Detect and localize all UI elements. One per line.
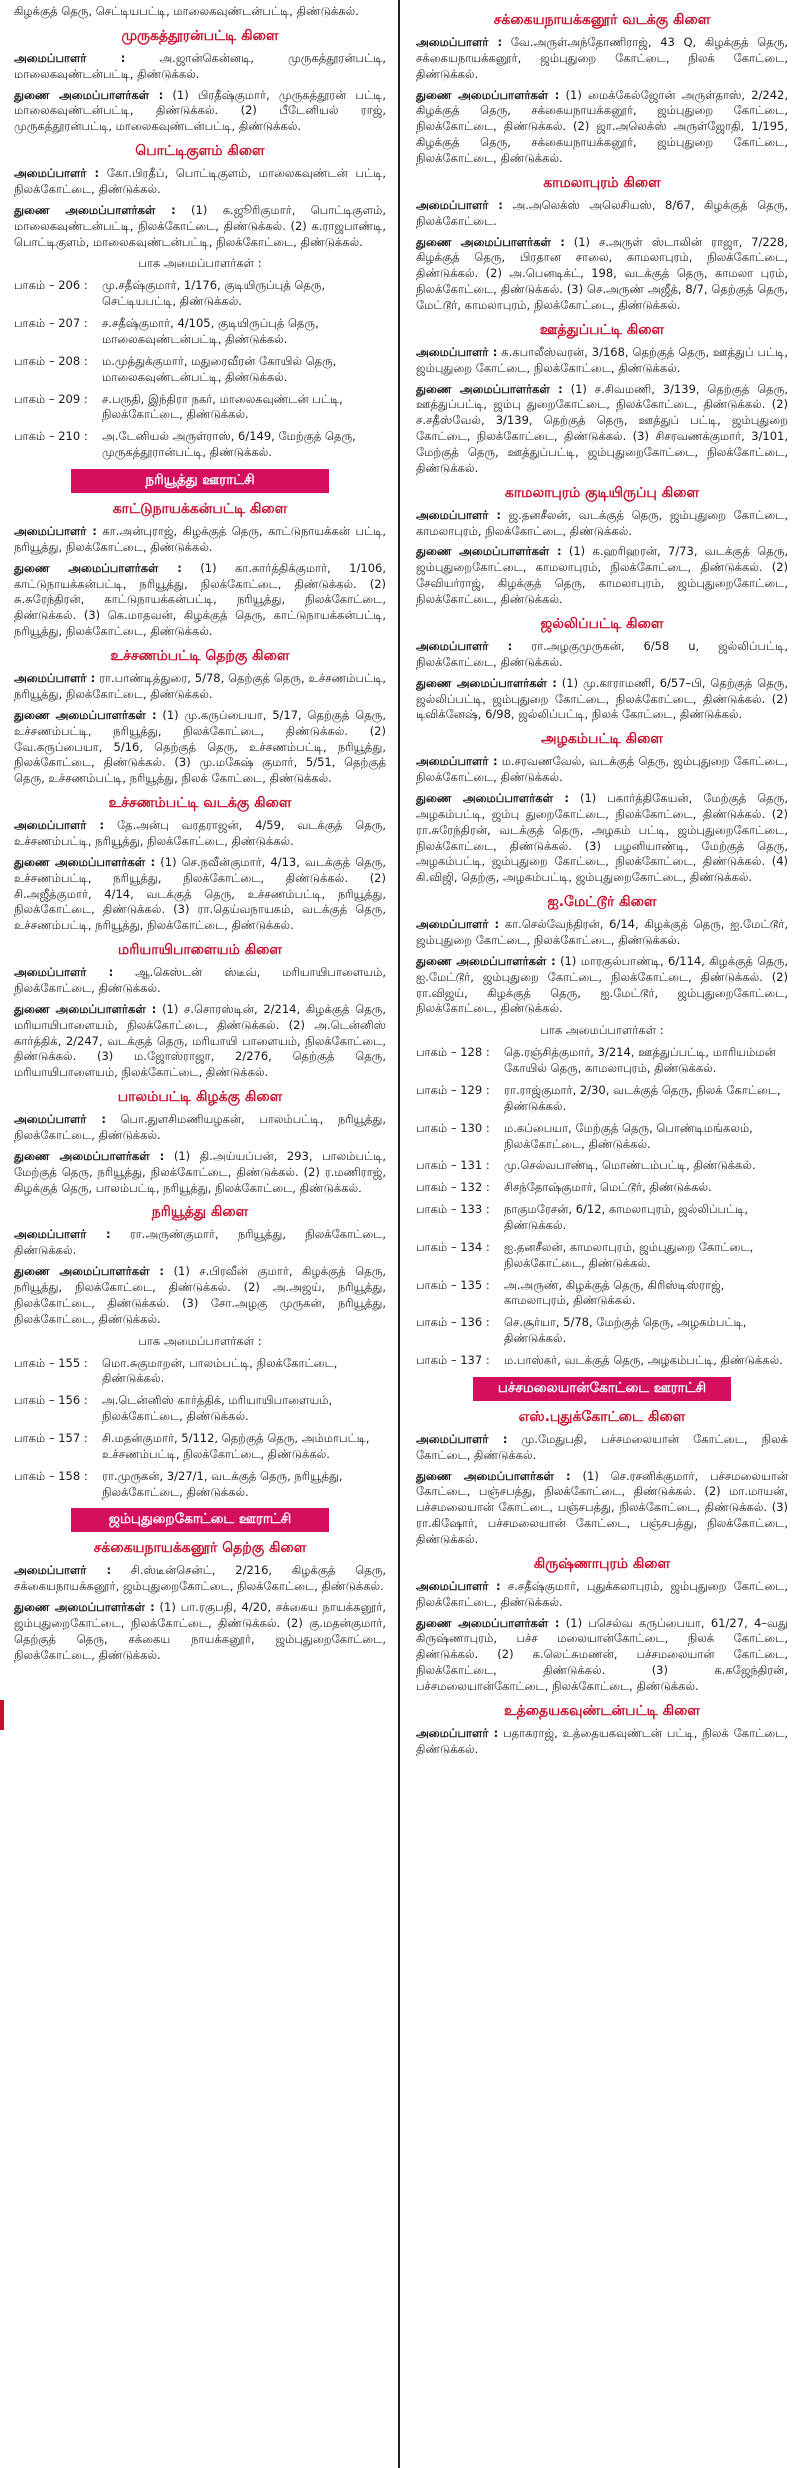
organizer-entry (416, 1579, 788, 1611)
booth-organizer-text: அ.அருண், கிழக்குத் தெரு, கிரிஸ்டிஸ்ராஜ், காமலாபுரம், திண்டுக்கல். (504, 1277, 725, 1308)
branch-heading: பாலம்பட்டி கிழக்கு கிளை (117, 1089, 283, 1106)
booth-organizer-text: ரா.முருகன், 3/27/1, வடக்குத் தெரு, நரியூத்து, நிலக்கோட்டை, திண்டுக்கல். (102, 1468, 343, 1499)
role-label: துணை அமைப்பாளர்கள் : (416, 234, 565, 249)
right-column (400, 0, 800, 2468)
role-label: துணை அமைப்பாளர்கள் : (14, 87, 164, 102)
booth-organizer-text: சிசந்தோஷ்குமார், மெட்டூர், திண்டுக்கல். (504, 1180, 712, 1195)
booth-organizer-text: ம.முத்துக்குமார், மதுரைவீரன் கோயில் தெரு, மாலைகவுண்டன்பட்டி, திண்டுக்கல். (102, 353, 337, 384)
booth-entry (416, 1083, 788, 1115)
role-label: அமைப்பாளர் : (14, 965, 114, 980)
entry-text: (1) க.ஜூரிகுமார், பொட்டிகுளம், மாலைகவுண்டன்பட்டி, நிலக்கோட்டை, திண்டுக்கல். (2) க.ராஜபாண்டி, பொட்டிகுளம், மாலைகவுண்டன்பட்டி, நிலக்கோட்டை, திண்டுக்கல். (14, 202, 386, 249)
page-edge-mark (0, 1700, 4, 1730)
booth-entry (416, 1045, 788, 1077)
entry-text: ஆ.கெஸ்டன் ஸ்டீவ், மரியாயிபாளையம், நிலக்கோட்டை, திண்டுக்கல். (14, 965, 386, 995)
entry-text: (1) ச.சொரஸ்டின், 2/214, கிழக்குத் தெரு, மரியாயிபாளையம், நிலக்கோட்டை, திண்டுக்கல். (2) அ.டென்னிஸ் கார்த்திக், 2/247, வடக்குத் தெரு, மரியாயி பாளையம், நிலக்கோட்டை, திண்டுக்கல். (3) ம.ஜோஸ்ராஜா, 2/276, தெற்குத் தெரு, மரியாயிபாளையம், நிலக்கோட்டை, திண்டுக்கல். (14, 1001, 386, 1080)
entry-text: (1) கா.கார்த்திக்குமார், 1/106, காட்டுநாயக்கன்பட்டி, நரியூத்து, நிலக்கோட்டை, திண்டுக்கல். (2) சு.சுரேந்திரன், காட்டுநாயக்கன்பட்டி, நரியூத்து, நிலக்கோட்டை, திண்டுக்கல். (3) கெ.மாதவன், கிழக்குத் தெரு, காட்டுநாயக்கன்பட்டி, நரியூத்து, நிலக்கோட்டை, திண்டுக்கல். (14, 560, 386, 639)
role-label: அமைப்பாளர் : (14, 671, 96, 686)
booth-number: பாகம் – 209 : (14, 391, 88, 406)
role-label: அமைப்பாளர் : (416, 917, 500, 932)
entry-text: (1) தி.அய்யப்பன், 293, பாலம்பட்டி, மேற்குத் தெரு, நரியூத்து, நிலக்கோட்டை, திண்டுக்கல். (2) ர.மணிராஜ், கிழக்குத் தெரு, பாலம்பட்டி, நரியூத்து, நிலக்கோட்டை, திண்டுக்கல். (14, 1148, 387, 1195)
branch-heading: உச்சணம்பட்டி தெற்கு கிளை (110, 648, 290, 665)
branch-heading: காமலாபுரம் குடியிருப்பு கிளை (504, 484, 700, 501)
organizer-entry (416, 754, 788, 786)
entry-text: அ.அலெக்ஸ் அலெசியஸ், 8/67, கிழக்குத் தெரு, நிலக்கோட்டை. (416, 197, 789, 228)
panchayat-banner: ஜம்புதுறைகோட்டை ஊராட்சி (71, 1508, 329, 1532)
role-label: அமைப்பாளர் : (416, 507, 501, 522)
branch-heading: ஜல்லிப்பட்டி கிளை (540, 615, 664, 632)
booth-entry (14, 429, 386, 461)
booth-organizer-text: தெ.ரஞ்சித்குமார், 3/214, ஊத்துப்பட்டி, மாரியம்மன் கோயில் தெரு, காமலாபுரம், திண்டுக்கல். (504, 1045, 776, 1076)
booth-number: பாகம் – 130 : (416, 1120, 490, 1135)
branch-heading: கிருஷ்ணாபுரம் கிளை (533, 1555, 671, 1572)
organizer-entry (14, 671, 386, 703)
branch-heading: எஸ்.புதுக்கோட்டை கிளை (518, 1408, 686, 1425)
organizer-entry (416, 1726, 788, 1758)
entry-text: (1) செ.ரசனிக்குமார், பச்சமலையான் கோட்டை, பஞ்சபத்து, நிலக்கோட்டை, திண்டுக்கல். (2) மா.மாயன், பச்சமலையான் கோட்டை, பஞ்சபத்து, நிலக்கோட்டை, திண்டுக்கல். (3) ரா.கிஷோர், பச்சமலையான் கோட்டை, பஞ்சபத்து, நிலக்கோட்டை, திண்டுக்கல். (416, 1468, 788, 1547)
booth-organizer-text: ம.கப்பையா, மேற்குத் தெரு, பொண்டிமங்கலம், நிலக்கோட்டை, திண்டுக்கல். (504, 1120, 753, 1151)
role-label: துணை அமைப்பாளர்கள் : (416, 675, 557, 690)
role-label: துணை அமைப்பாளர்கள் : (14, 560, 182, 575)
organizer-entry (14, 1112, 386, 1144)
branch-heading: உத்தையகவுண்டன்பட்டி கிளை (503, 1702, 700, 1719)
booth-entry (14, 392, 386, 424)
branch-heading: சக்கையநாயக்கனூர் வடக்கு கிளை (493, 12, 711, 28)
entry-text: ரா.பாண்டித்துரை, 5/78, தெற்குத் தெரு, உச்சணம்பட்டி, நரியூத்து, நிலக்கோட்டை, திண்டுக்கல். (14, 671, 387, 701)
booth-number: பாகம் – 128 : (416, 1045, 490, 1060)
entry-text: (1) ச.அருள் ஸ்டாலின் ராஜா, 7/228, கிழக்குத் தெரு, பிரதான சாலை, காமலாபுரம், நிலக்கோட்டை, திண்டுக்கல். (2) அ.பெனடிக்ட், 198, வடக்குத் தெரு, காமலா புரம், நிலக்கோட்டை, திண்டுக்கல். (3) செ.அருண் அஜீத், 8/7, தெற்குத் தெரு, மேட்டூர், காமலாபுரம், நிலக்கோட்டை, திண்டுக்கல். (416, 234, 788, 313)
role-label: துணை அமைப்பாளர்கள் : (14, 707, 157, 722)
organizer-entry (416, 676, 788, 724)
booth-number: பாகம் – 155 : (14, 1355, 88, 1370)
booth-number: பாகம் – 156 : (14, 1393, 88, 1408)
section-subheading: பாக அமைப்பாளர்கள் : (138, 1333, 262, 1348)
booth-organizer-text: அ.டென்னிஸ் கார்த்திக், மரியாயிபாளையம், நிலக்கோட்டை, திண்டுக்கல். (102, 1393, 333, 1424)
booth-entry (416, 1121, 788, 1153)
role-label: அமைப்பாளர் : (416, 197, 503, 212)
section-subheading: பாக அமைப்பாளர்கள் : (138, 256, 262, 271)
branch-heading: காமலாபுரம் கிளை (543, 174, 661, 191)
booth-number: பாகம் – 158 : (14, 1468, 88, 1483)
organizer-entry (14, 1149, 386, 1197)
entry-text: மு.மேதுபதி, பச்சமலையான் கோட்டை, நிலக் கோட்டை, திண்டுக்கல். (416, 1431, 788, 1462)
entry-text: க.கபாலீஸ்வரன், 3/168, தெற்குத் தெரு, ஊத்துப் பட்டி, ஜம்புதுறை கோட்டை, நிலக்கோட்டை, திண்டுக்கல். (416, 344, 789, 375)
entry-text: ஜ.தனசீலன், வடக்குத் தெரு, ஜம்புதுறை கோட்டை, காமலாபுரம், நிலக்கோட்டை, திண்டுக்கல். (416, 507, 788, 538)
organizer-entry (416, 791, 788, 886)
organizer-entry (416, 544, 788, 607)
booth-number: பாகம் – 136 : (416, 1315, 490, 1330)
booth-entry (416, 1158, 788, 1174)
entry-text: அ.ஜான்கென்னடி, முருகத்தூரன்பட்டி, மாலைகவுண்டன்பட்டி, திண்டுக்கல். (14, 50, 387, 81)
booth-number: பாகம் – 132 : (416, 1180, 490, 1195)
role-label: அமைப்பாளர் : (416, 344, 498, 359)
entry-text: பதாகராஜ், உத்தையகவுண்டன் பட்டி, நிலக் கோட்டை, திண்டுக்கல். (416, 1725, 788, 1756)
organizer-entry (14, 166, 386, 198)
booth-organizer-text: செ.சூர்யா, 5/78, மேற்குத் தெரு, அழகம்பட்டி, திண்டுக்கல். (504, 1315, 747, 1346)
entry-text: (1) மைக்கேல்ஜோன் அருள்தாஸ், 2/242, கிழக்குத் தெரு, சக்கையநாயக்கனூர், ஜம்புதுறை கோட்டை, நிலக்கோட்டை, திண்டுக்கல். (2) ஜா.அலெக்ஸ் அருள்ஜோதி, 1/195, கிழக்குத் தெரு, சக்கையநாயக்கனூர், ஜம்புதுறை கோட்டை, நிலக்கோட்டை, திண்டுக்கல். (416, 87, 788, 166)
entry-text: (1) பா.ரகுபதி, 4/20, சக்கைய நாயக்கனூர், ஜம்புதுறைகோட்டை, நிலக்கோட்டை, திண்டுக்கல். (2) கு.மதன்குமார், தெற்குத் தெரு, சக்கைய நாயக்கனூர், ஜம்புதுறைகோட்டை, நிலக்கோட்டை, திண்டுக்கல். (14, 1600, 387, 1662)
booth-entry (14, 316, 386, 348)
entry-text: தே.அன்பு வரதராஜன், 4/59, வடக்குத் தெரு, உச்சணம்பட்டி, நரியூத்து, நிலக்கோட்டை, திண்டுக்கல். (14, 818, 387, 848)
entry-text: வே.அருள்அந்தோணிராஜ், 43 Q, கிழக்குத் தெரு, சக்கையநாயக்கனூர், ஜம்புதுறை கோட்டை, நிலக் கோட்டை, திண்டுக்கல். (416, 35, 789, 81)
booth-organizer-text: நாகுமரேசன், 6/12, காமலாபுரம், ஜல்லிப்பட்டி, திண்டுக்கல். (504, 1202, 749, 1232)
booth-entry (416, 1180, 788, 1196)
panchayat-banner: பச்சமலையான்கோட்டை ஊராட்சி (473, 1377, 731, 1401)
organizer-entry (14, 965, 386, 997)
branch-heading: காட்டுநாயக்கன்பட்டி கிளை (112, 501, 288, 518)
branch-heading: நரியூத்து கிளை (151, 1204, 249, 1221)
organizer-entry (416, 508, 788, 540)
booth-organizer-text: ம.பாஸ்கர், வடக்குத் தெரு, அழகம்பட்டி, திண்டுக்கல். (504, 1353, 783, 1367)
booth-number: பாகம் – 210 : (14, 429, 88, 444)
role-label: துணை அமைப்பாளர்கள் : (14, 1001, 157, 1016)
role-label: துணை அமைப்பாளர்கள் : (416, 544, 562, 559)
booth-entry (416, 1240, 788, 1272)
role-label: அமைப்பாளர் : (416, 1725, 499, 1740)
role-label: அமைப்பாளர் : (14, 166, 100, 181)
organizer-entry (416, 35, 788, 83)
organizer-entry (416, 198, 788, 230)
booth-number: பாகம் – 131 : (416, 1158, 490, 1173)
booth-entry (416, 1315, 788, 1347)
booth-entry (14, 354, 386, 386)
booth-number: பாகம் – 129 : (416, 1082, 490, 1097)
organizer-entry (14, 4, 386, 20)
booth-entry (14, 1356, 386, 1388)
role-label: துணை அமைப்பாளர்கள் : (416, 953, 556, 968)
booth-number: பாகம் – 135 : (416, 1277, 490, 1292)
role-label: அமைப்பாளர் : (416, 754, 498, 769)
role-label: துணை அமைப்பாளர்கள் : (416, 790, 569, 805)
organizer-entry (14, 1227, 386, 1259)
organizer-entry (416, 88, 788, 167)
organizer-entry (14, 818, 386, 850)
booth-number: பாகம் – 134 : (416, 1239, 490, 1254)
role-label: துணை அமைப்பாளர்கள் : (416, 1468, 571, 1483)
entry-text: கிழக்குத் தெரு, செட்டியபட்டி, மாலைகவுண்டன்பட்டி, திண்டுக்கல். (14, 4, 359, 18)
entry-text: (1) ச.பிரவீன் குமார், கிழக்குத் தெரு, நரியூத்து, நிலக்கோட்டை, திண்டுக்கல். (2) அ.அஜய், நரியூத்து, நிலக்கோட்டை, திண்டுக்கல். (3) சோ.அழகு முருகன், நரியூத்து, நிலக்கோட்டை, திண்டுக்கல். (14, 1264, 387, 1326)
booth-organizer-text: மொ.சுகுமாறன், பாலம்பட்டி, நிலக்கோட்டை, திண்டுக்கல். (102, 1355, 338, 1386)
entry-text: கோ.பிரதீப், பொட்டிகுளம், மாலைகவுண்டன் பட்டி, நிலக்கோட்டை, திண்டுக்கல். (14, 166, 387, 197)
booth-number: பாகம் – 206 : (14, 278, 88, 293)
booth-number: பாகம் – 133 : (416, 1202, 490, 1217)
entry-text: (1) செ.நவீன்குமார், 4/13, வடக்குத் தெரு, உச்சணம்பட்டி, நரியூத்து, நிலக்கோட்டை, திண்டுக்கல். (2) சி.அஜீத்குமார், 4/14, வடக்குத் தெரு, உச்சணம்பட்டி, நரியூத்து, நிலக்கோட்டை, திண்டுக்கல். (3) ரா.தெய்வநாயகம், வடக்குத் தெரு, உச்சணம்பட்டி, நரியூத்து, நிலக்கோட்டை, திண்டுக்கல். (14, 854, 386, 933)
organizer-entry (14, 1600, 386, 1663)
organizer-entry (14, 855, 386, 934)
booth-organizer-text: மு.செல்வபாண்டி, மொண்டம்பட்டி, திண்டுக்கல். (504, 1158, 756, 1173)
entry-text: (1) மாரகுல்பாண்டி, 6/114, கிழக்குத் தெரு, ஐ.மேட்டூர், ஜம்புதுறை கோட்டை, நிலக்கோட்டை, திண்டுக்கல். (2) ரா.விஜய், கிழக்குத் தெரு, ஐ.மேட்டூர், ஜம்புதுறைகோட்டை, நிலக்கோட்டை, திண்டுக்கல். (416, 953, 788, 1016)
branch-heading: ஐ.மேட்டூர் கிளை (547, 894, 657, 911)
organizer-entry (416, 917, 788, 949)
booth-entry (14, 278, 386, 310)
organizer-entry (14, 203, 386, 251)
branch-heading: அழகம்பட்டி கிளை (541, 731, 663, 748)
entry-text: (1) பசெல்வ கருப்பையா, 61/27, 4–வது கிருஷ்ணாபுரம், பச்ச மலையான்கோட்டை, நிலக் கோட்டை, திண்டுக்கல். (2) க.லெட்சுமணன், பச்சமலையான் கோட்டை, நிலக்கோட்டை, திண்டுக்கல். (3) க.கஜேந்திரன், பச்சமலையான்கோட்டை, நிலக்கோட்டை, திண்டுக்கல். (416, 1615, 788, 1694)
role-label: அமைப்பாளர் : (416, 1431, 508, 1446)
organizer-entry (416, 639, 788, 671)
organizer-entry (14, 1264, 386, 1327)
entry-text: ரா.அருண்குமார், நரியூத்து, நிலக்கோட்டை, திண்டுக்கல். (14, 1227, 387, 1258)
booth-organizer-text: ரா.ராஜ்குமார், 2/30, வடக்குத் தெரு, நிலக் கோட்டை, திண்டுக்கல். (504, 1082, 781, 1113)
booth-organizer-text: அ.டேனியல் அருள்ராஸ், 6/149, மேற்குத் தெரு, முருகத்தூரான்பட்டி, திண்டுக்கல். (102, 429, 356, 460)
organizer-entry (14, 708, 386, 787)
entry-text: (1) பகார்த்திகேயன், மேற்குத் தெரு, அழகம்பட்டி, ஜம்பு துறைகோட்டை, நிலக்கோட்டை, திண்டுக்கல். (2) ரா.சுரேந்திரன், வடக்குத் தெரு, அழகம் பட்டி, ஜம்புதுறைகோட்டை, நிலக்கோட்டை, திண்டுக்கல். (3) பழனியாண்டி, மேற்குத் தெரு, அழகம்பட்டி, ஜம்புதுறை கோட்டை, நிலக்கோட்டை, திண்டுக்கல். (4) கி.விஜி, தெற்கு, அழகம்பட்டி, ஜம்புதுறைகோட்டை, திண்டுக்கல். (416, 790, 788, 885)
booth-entry (416, 1202, 788, 1234)
entry-text: ம.சரவணவேல், வடக்குத் தெரு, ஜம்புதுறை கோட்டை, நிலக்கோட்டை, திண்டுக்கல். (416, 754, 788, 785)
role-label: துணை அமைப்பாளர்கள் : (416, 1615, 560, 1630)
organizer-entry (14, 51, 386, 83)
role-label: அமைப்பாளர் : (14, 524, 97, 539)
organizer-entry (14, 1563, 386, 1595)
organizer-entry (416, 954, 788, 1017)
branch-heading: மரியாயிபாளையம் கிளை (117, 942, 283, 959)
role-label: அமைப்பாளர் : (416, 638, 513, 653)
role-label: அமைப்பாளர் : (416, 35, 503, 49)
entry-text: (1) மு.கருப்பையா, 5/17, தெற்குத் தெரு, உச்சணம்பட்டி, நரியூத்து, நிலக்கோட்டை, திண்டுக்கல். (2) வே.கருப்பையா, 5/16, தெற்குத் தெரு, உச்சணம்பட்டி, நரியூத்து, நிலக்கோட்டை, திண்டுக்கல். (3) மு.மகேஷ் குமார், 5/51, தெற்குத் தெரு, உச்சணம்பட்டி, நரியூத்து, நிலக் கோட்டை, திண்டுக்கல். (14, 707, 386, 786)
entry-text: கா.செல்வேந்திரன், 6/14, கிழக்குத் தெரு, ஐ.மேட்டூர், ஜம்புதுறை கோட்டை, நிலக்கோட்டை, திண்டுக்கல். (416, 917, 789, 947)
entry-text: ரா.அழகுமுருகன், 6/58 u, ஜல்லிப்பட்டி, நிலக்கோட்டை, திண்டுக்கல். (416, 638, 789, 669)
booth-number: பாகம் – 207 : (14, 316, 88, 331)
booth-number: பாகம் – 137 : (416, 1353, 490, 1367)
booth-organizer-text: சி.மதன்குமார், 5/112, தெற்குத் தெரு, அம்மாபட்டி, உச்சணம்பட்டி, நிலக்கோட்டை, திண்டுக்கல். (102, 1431, 370, 1461)
role-label: அமைப்பாளர் : (14, 50, 126, 65)
booth-organizer-text: ச.பருதி, இந்திரா நகர், மாலைகவுண்டன் பட்டி, நிலக்கோட்டை, திண்டுக்கல். (102, 391, 343, 422)
booth-number: பாகம் – 157 : (14, 1431, 88, 1445)
role-label: துணை அமைப்பாளர்கள் : (14, 1600, 155, 1615)
organizer-entry (416, 1616, 788, 1695)
branch-heading: சக்கையநாயக்கனூர் தெற்கு கிளை (93, 1540, 307, 1557)
booth-organizer-text: ஐ.தனசீலன், காமலாபுரம், ஜம்புதுறை கோட்டை, நிலக்கோட்டை, திண்டுக்கல். (504, 1239, 754, 1270)
section-subheading: பாக அமைப்பாளர்கள் : (540, 1023, 664, 1038)
entry-text: (1) க.ஹரிஹரன், 7/73, வடக்குத் தெரு, ஜம்புதுறைகோட்டை, காமலாபுரம், நிலக்கோட்டை, திண்டுக்கல். (2) சேவியர்ராஜ், கிழக்குத் தெரு, காமலாபுரம், ஜம்புதுறைகோட்டை, நிலக்கோட்டை, திண்டுக்கல். (416, 544, 789, 607)
branch-heading: பொட்டிகுளம் கிளை (135, 143, 265, 160)
role-label: துணை அமைப்பாளர்கள் : (416, 381, 563, 396)
branch-heading: ஊத்துப்பட்டி கிளை (539, 321, 665, 338)
booth-organizer-text: ச.சதீஷ்குமார், 4/105, குடியிருப்புத் தெரு, மாலைகவுண்டன்பட்டி, திண்டுக்கல். (102, 316, 319, 347)
booth-organizer-text: மு.சதீஷ்குமார், 1/176, குடியிருப்புத் தெரு, செட்டியபட்டி, திண்டுக்கல். (102, 278, 326, 309)
organizer-entry (14, 1002, 386, 1081)
organizer-entry (14, 88, 386, 136)
organizer-entry (416, 345, 788, 377)
entry-text: பொ.துளசிமணியழகன், பாலம்பட்டி, நரியூத்து, நிலக்கோட்டை, திண்டுக்கல். (14, 1112, 387, 1142)
booth-entry (14, 1393, 386, 1425)
role-label: அமைப்பாளர் : (416, 1578, 501, 1593)
organizer-entry (416, 1432, 788, 1464)
organizer-entry (416, 1469, 788, 1548)
role-label: அமைப்பாளர் : (14, 1112, 106, 1127)
entry-text: (1) மு.காராமணி, 6/57–பி, தெற்குத் தெரு, ஜல்லிப்பட்டி, ஜம்புதுறை கோட்டை, நிலக்கோட்டை, திண்டுக்கல். (2) டிவிக்னேஷ், 6/98, ஜல்லிப்பட்டி, நிலக் கோட்டை, திண்டுக்கல். (416, 675, 788, 722)
entry-text: (1) பிரதீஷ்குமார், முருகத்தூரன் பட்டி, மாலைகவுண்டன்பட்டி, திண்டுக்கல். (2) பீடேனியல் ராஜ், முருகத்தூரன்பட்டி, மாலைகவுண்டன்பட்டி, திண்டுக்கல். (14, 87, 386, 134)
booth-entry (14, 1431, 386, 1463)
branch-heading: உச்சணம்பட்டி வடக்கு கிளை (108, 795, 292, 812)
role-label: அமைப்பாளர் : (14, 1227, 111, 1242)
entry-text: ச.சதீஷ்குமார், புதுக்கலாபுரம், ஜம்புதுறை கோட்டை, நிலக்கோட்டை, திண்டுக்கல். (416, 1578, 789, 1609)
organizer-entry (14, 524, 386, 556)
panchayat-banner: நரியூத்து ஊராட்சி (71, 469, 329, 493)
organizer-entry (14, 561, 386, 640)
booth-entry (416, 1278, 788, 1310)
role-label: அமைப்பாளர் : (14, 1563, 112, 1578)
entry-text: (1) ச.சிவமணி, 3/139, தெற்குத் தெரு, ஊத்துப்பட்டி, ஜம்பு துறைகோட்டை, நிலக்கோட்டை, திண்டுக்கல். (2) ச.சதீஸ்வேல், 3/139, தெற்குத் தெரு, ஊத்துப் பட்டி, ஜம்புதுறை கோட்டை, நிலக்கோட்டை, திண்டுக்கல். (3) சிசரவணக்குமார், 3/101, மேற்குத் தெரு, ஊத்துப்பட்டி, ஜம்புதுறைகோட்டை, நிலக்கோட்டை, திண்டுக்கல். (416, 381, 788, 475)
role-label: துணை அமைப்பாளர்கள் : (416, 87, 560, 102)
role-label: துணை அமைப்பாளர்கள் : (14, 202, 176, 217)
booth-number: பாகம் – 208 : (14, 353, 88, 368)
entry-text: கா.அன்புராஜ், கிழக்குத் தெரு, காட்டுநாயக்கன் பட்டி, நரியூத்து, நிலக்கோட்டை, திண்டுக்கல். (14, 524, 387, 554)
entry-text: சி.ஸ்டீன்சென்ட், 2/216, கிழக்குத் தெரு, சக்கையநாயக்கனூர், ஜம்புதுறைகோட்டை, நிலக்கோட்டை, திண்டுக்கல். (14, 1563, 387, 1594)
branch-heading: முருகத்தூரன்பட்டி கிளை (121, 27, 279, 44)
organizer-entry (416, 235, 788, 314)
role-label: அமைப்பாளர் : (14, 818, 105, 833)
role-label: துணை அமைப்பாளர்கள் : (14, 1264, 164, 1279)
booth-entry (416, 1353, 788, 1369)
role-label: துணை அமைப்பாளர்கள் : (14, 854, 156, 869)
organizer-entry (416, 382, 788, 477)
booth-entry (14, 1469, 386, 1501)
role-label: துணை அமைப்பாளர்கள் : (14, 1148, 165, 1163)
